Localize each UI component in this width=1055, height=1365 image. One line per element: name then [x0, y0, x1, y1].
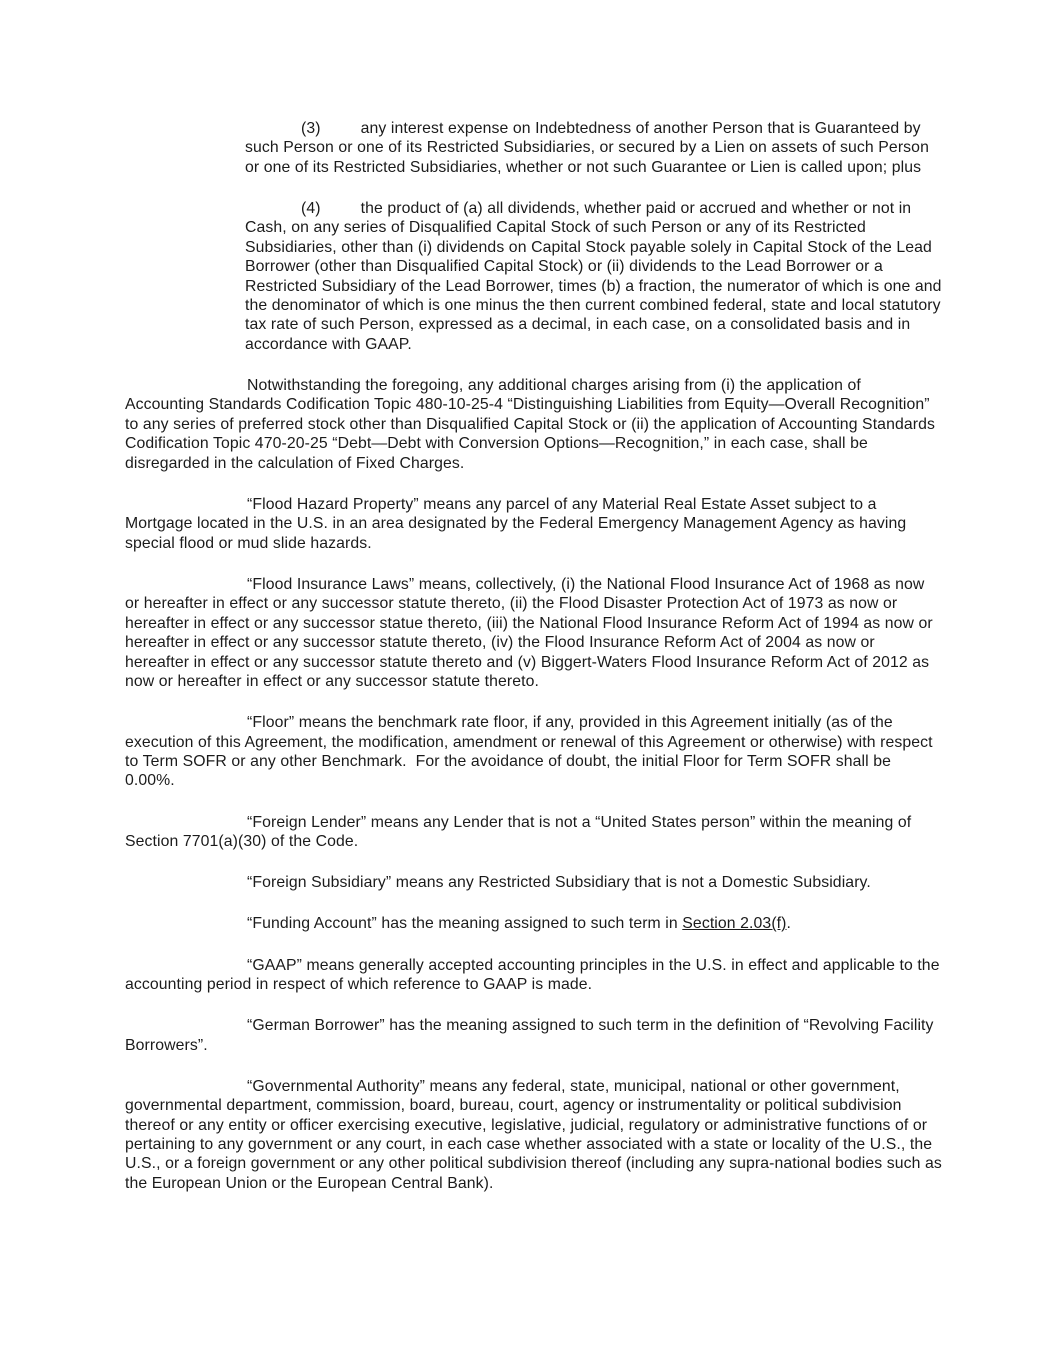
definition-foreign-subsidiary: “Foreign Subsidiary” means any Restricted Subsidiary that is not a Domestic Subsidiary. — [247, 874, 871, 892]
clause-3 — [245, 119, 943, 177]
definition-gaap: “GAAP” means generally accepted accounting principles in the U.S. in effect and applicable to the accounting period in respect of which reference to GAAP is made. — [125, 956, 940, 993]
definition-flood-hazard-property: “Flood Hazard Property” means any parcel of any Material Real Estate Asset subject to a Mortgage located in the U.S. in an area designated by the Federal Emergency Management Agency as having special flood or mud slide hazards. — [125, 495, 907, 552]
definition-governmental-authority: “Governmental Authority” means any federal, state, municipal, national or other government, governmental department, commission, board, bureau, court, agency or instrumentality or political subdivision thereof or any entity or officer exercising executive, legislative, judicial, regulatory or administrative functions of or pertaining to any government or any court, in each case whether associated with a state or locality of the U.S., the U.S., or a foreign government or any other political subdivision thereof (including any supra-national bodies such as the European Union or the European Central Bank). — [125, 1077, 942, 1192]
definition-text: . — [786, 915, 792, 933]
definition-floor: “Floor” means the benchmark rate floor, if any, provided in this Agreement initially (as of the execution of this Agreement, the modification, amendment or renewal of this Agreement or otherwise) with respect to Term SOFR or any other Benchmark. For the avoidance of doubt, the initial Floor for Term SOFR shall be 0.00%. — [125, 714, 933, 790]
clause-number: (4) — [301, 200, 321, 218]
clause-text: any interest expense on Indebtedness of another Person that is Guaranteed by such Person or one of its Restricted Subsidiaries, or secured by a Lien on assets of such Person or one of its Restricted Subsidiaries, whether or not such Guarantee or Lien is called upon; plus — [245, 120, 929, 176]
clause-4 — [245, 199, 943, 354]
paragraph-fixed-charges-carveout: Notwithstanding the foregoing, any additional charges arising from (i) the application of Accounting Standards Codification Topic 480-10-25-4 “Distinguishing Liabilities from Equity—Overall Recognition” to any series of preferred stock other than Disqualified Capital Stock or (ii) the application of Accounting Standards Codification Topic 470-20-25 “Debt—Debt with Conversion Options—Recognition,” in each case, shall be disregarded in the calculation of Fixed Charges. — [125, 377, 935, 472]
clause-text: the product of (a) all dividends, whether paid or accrued and whether or not in Cash, on any series of Disqualified Capital Stock of such Person or any of its Restricted Subsidiaries, other than (i) dividends on Capital Stock payable solely in Capital Stock of the Lead Borrower (other than Disqualified Capital Stock) or (ii) dividends to the Lead Borrower or a Restricted Subsidiary of the Lead Borrower, times (b) a fraction, the numerator of which is one and the denominator of which is one minus the then current combined federal, state and local statutory tax rate of such Person, expressed as a decimal, in each case, on a consolidated basis and in accordance with GAAP. — [245, 200, 942, 353]
definition-foreign-lender: “Foreign Lender” means any Lender that is not a “United States person” within the meaning of Section 7701(a)(30) of the Code. — [125, 813, 912, 850]
definition-text: “Funding Account” has the meaning assigned to such term in — [247, 915, 683, 933]
definition-flood-insurance-laws: “Flood Insurance Laws” means, collectively, (i) the National Flood Insurance Act of 1968 as now or hereafter in effect or any successor statute thereto, (ii) the Flood Disaster Protection Act of 1973 as now or hereafter in effect or any successor statue thereto, (iii) the National Flood Insurance Reform Act of 1994 as now or hereafter in effect or any successor statute thereto, (iv) the Flood Insurance Reform Act of 2004 as now or hereafter in effect or any successor statute thereto and (v) Biggert-Waters Flood Insurance Reform Act of 2012 as now or hereafter in effect or any successor statute thereto. — [125, 575, 933, 690]
clause-number: (3) — [301, 120, 321, 137]
definition-german-borrower: “German Borrower” has the meaning assigned to such term in the definition of “Revolving Facility Borrowers”. — [125, 1017, 934, 1054]
document-body — [125, 119, 943, 1215]
definition-funding-account — [125, 914, 943, 933]
section-reference-link: Section 2.03(f) — [682, 915, 787, 933]
